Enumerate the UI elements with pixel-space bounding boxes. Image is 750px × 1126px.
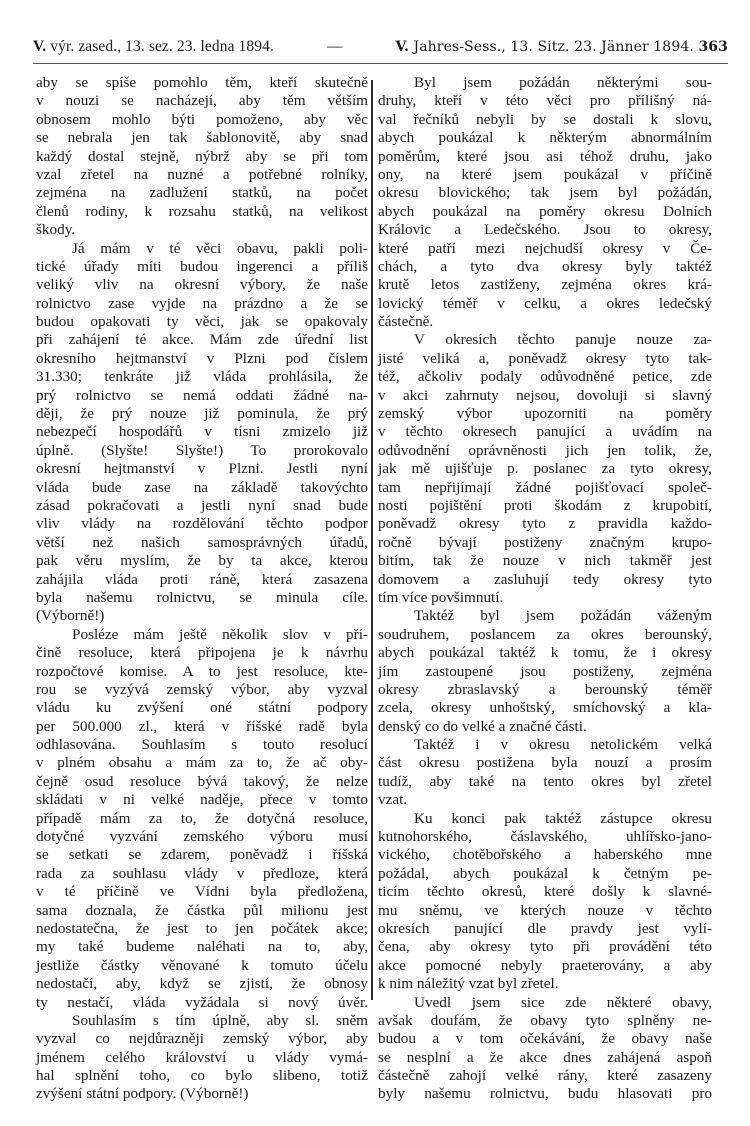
text-line: zvýšení státní podpory. (Výborně!) <box>36 1085 249 1103</box>
text-line: chách, a tyto dva okresy byly taktéž <box>378 257 712 275</box>
text-line: k nim náležitý vzat byl zřetel. <box>378 975 559 993</box>
text-line: nedostačí, aby, když se zjistí, že obnosy <box>36 975 368 993</box>
text-line: zásad pokračovati a jestli nyní snad bude <box>36 496 368 514</box>
text-line: v těchto okresech panující a uvádím na <box>378 423 712 441</box>
text-line: též, ačkoliv podaly odůvodněné petice, zde <box>378 368 712 386</box>
text-line: vzat. <box>378 791 408 809</box>
text-line: jím zastoupené jsou postiženy, zejména <box>378 662 712 680</box>
running-header <box>33 38 728 64</box>
text-line: zemský výbor upozorniti na poměry <box>378 405 712 423</box>
page-number: 363 <box>698 39 728 55</box>
text-line: rou se vyzývá zemský výbor, aby vyzval <box>36 680 368 698</box>
text-line: bitím, tak že nouze v nich takměř jest <box>378 552 712 570</box>
text-line: jestliže částky věnované k tomuto účelu <box>36 956 368 974</box>
text-line: nosti pojištění proti škodám z krupobití, <box>378 496 712 514</box>
text-line: lovický téměř v celku, a okres ledečský <box>378 294 712 312</box>
text-line: čena, aby okresy tyto při provádění této <box>378 938 712 956</box>
text-line: úplně. (Slyšte! Slyšte!) To prorokovalo <box>36 441 368 459</box>
text-line: Souhlasím s tím úplně, aby sl. sněm <box>72 1011 368 1029</box>
column-divider <box>371 80 373 1000</box>
text-line: se nesplní a že akce dnes zahájená aspoň <box>378 1048 712 1066</box>
text-line: částečně zahojí velké rány, které zasazeny <box>378 1067 712 1085</box>
text-line: byla našemu rolnictvu, se minula cíle. <box>36 588 368 606</box>
text-line: budou a v tom očekávání, že obavy naše <box>378 1030 712 1048</box>
text-line: (Výborně!) <box>36 607 105 625</box>
text-line: vyzval co nejdůrazněji zemský výbor, aby <box>36 1030 368 1048</box>
text-line: část okresu postižena byla nouzí a prosím <box>378 754 712 772</box>
text-line: jisté veliká a, poněvadž okresy tyto tak- <box>378 349 712 367</box>
header-czech-text: výr. zased., 13. sez. 23. ledna 1894. <box>50 38 274 55</box>
text-line: soudruhem, poslancem za okres berounský, <box>378 625 712 643</box>
text-line: dotyčné vyzvání zemského výboru musí <box>36 828 368 846</box>
text-line: se nebrala jen tak šablonovitě, aby snad <box>36 129 368 147</box>
text-line: v té příčině ve Vídni byla předložena, <box>36 883 368 901</box>
header-czech <box>33 38 274 56</box>
text-line: při zahájení té akce. Mám zde úřední list <box>36 331 368 349</box>
text-line: poněvadž okresy tyto z pravidla každo- <box>378 515 712 533</box>
text-line: tudíž, aby také na tento okres byl zřetel <box>378 772 712 790</box>
header-german-session: V. <box>395 39 409 55</box>
text-line: per 500.000 zl., která v říšské radě byla <box>36 717 368 735</box>
text-line: avšak doufám, že obavy tyto splněny ne- <box>378 1011 712 1029</box>
text-line: každý dostal stejně, nýbrž aby se při tom <box>36 147 368 165</box>
text-line: odhlasována. Souhlasím s touto resolucí <box>36 736 368 754</box>
text-line: nebezpečí hospodářů v tísni zmizelo již <box>36 423 368 441</box>
text-line: čejně osud resoluce bývá takový, že nelze <box>36 772 368 790</box>
text-line: vládu ku zvýšení oné státní podpory <box>36 699 368 717</box>
text-line: Uvedl jsem sice zde některé obavy, <box>414 993 712 1011</box>
text-line: okresích panující dle pravdy jest vylí- <box>378 919 712 937</box>
text-line: aby se spíše pomohlo těm, kteří skutečně <box>36 74 368 91</box>
text-line: okresu blovického; tak jsem byl požádán, <box>378 184 712 202</box>
text-line: v plném obsahu a mám za to, že ač oby- <box>36 754 368 772</box>
text-line: akce pomocné nebyly praeterovány, a aby <box>378 956 712 974</box>
text-line: které patří mezi nejchudší okresy v Če- <box>378 239 712 257</box>
text-line: vliv vlády na rozdělování těchto podpor <box>36 515 368 533</box>
text-line: zcela, okresy unhoštský, smíchovský a kla- <box>378 699 712 717</box>
text-line: případě mám za to, že dotyčná resoluce, <box>36 809 368 827</box>
right-column <box>378 74 712 1104</box>
text-line: druhy, kteří v této věci pro přílišný ná- <box>378 92 712 110</box>
text-line: v akci zahrnuty nejsou, dovoluji si slavný <box>378 386 712 404</box>
text-line: poměrům, které jsou asi téhož druhu, jako <box>378 147 712 165</box>
text-line: požádal, abych poukázal k četným pe- <box>378 864 712 882</box>
text-line: skládati v ni velké naděje, přece v tomto <box>36 791 368 809</box>
text-line: Byl jsem požádán některými sou- <box>414 74 712 91</box>
text-line: V okresích těchto panuje nouze za- <box>414 331 712 349</box>
text-line: okresní hejtmanství v Plzni. Jestli nyní <box>36 460 368 478</box>
text-line: odůvodnění oprávněnosti jich jen tolik, že, <box>378 441 712 459</box>
text-line: kutnohorského, čáslavského, uhlířsko-jano- <box>378 828 712 846</box>
text-line: ty nestačí, vláda vyžádala si nový úvěr. <box>36 993 368 1011</box>
text-line: ticím těchto okresů, které došly k slavné- <box>378 883 712 901</box>
text-line: se setkati se zdarem, poněvadž i říšská <box>36 846 368 864</box>
text-line: rada za souhlasu vlády v předloze, která <box>36 864 368 882</box>
text-line: pak věru myslím, že by ta akce, kterou <box>36 552 368 570</box>
text-line: nedostatečna, že jest to jen počátek akce; <box>36 919 368 937</box>
text-line: zejména na zadlužení statků, na počet <box>36 184 368 202</box>
text-line: ročně bývají postiženy značným krupo- <box>378 533 712 551</box>
text-line: ději, že prý nouze již pominula, že prý <box>36 405 368 423</box>
text-line: čině resoluce, která připojena je k návrhu <box>36 644 368 662</box>
text-line: ony, na které jsem poukázal v příčině <box>378 165 712 183</box>
text-line: abych poukázal na poměry okresu Dolních <box>378 202 712 220</box>
text-line: mu sněmu, ve kterých nouze v těchto <box>378 901 712 919</box>
text-line: 31.330; tenkráte již vláda prohlásila, že <box>36 368 368 386</box>
text-line: Já mám v té věci obavu, pakli poli- <box>72 239 368 257</box>
text-line: byly našemu rolnictvu, budu hlasovati pro <box>378 1085 712 1103</box>
text-line: škody. <box>36 221 76 239</box>
text-line: abych poukázal taktéž k tomu, že i okresy <box>378 644 712 662</box>
text-line: abych poukázal k některým abnormálním <box>378 129 712 147</box>
header-german-text: Jahres-Sess., 13. Sitz. 23. Jänner 1894. <box>413 39 694 55</box>
text-line: hal splnění toho, co bylo slibeno, totiž <box>36 1067 368 1085</box>
text-line: Posléze mám ještě několik slov v pří- <box>72 625 368 643</box>
text-line: tické úřady míti budou ingerenci a příliš <box>36 257 368 275</box>
text-line: v nouzi se nacházejí, aby těm větším <box>36 92 368 110</box>
text-line: my také budeme naléhati na to, aby, <box>36 938 368 956</box>
text-line: obnosem mohlo býti pomoženo, aby věc <box>36 110 368 128</box>
text-line: val řečníků nebyli by se dostali k slovu, <box>378 110 712 128</box>
text-line: Ku konci pak taktéž zástupce okresu <box>414 809 712 827</box>
text-line: sama doznala, že částka půl milionu jest <box>36 901 368 919</box>
text-line: jak mě ujišťuje p. poslanec za tyto okresy, <box>378 460 712 478</box>
text-line: zahájila vláda proti ráně, která zasazena <box>36 570 368 588</box>
header-czech-session: V. <box>33 38 47 55</box>
text-line: tam nepřijímají žádné pojišťovací společ- <box>378 478 712 496</box>
text-line: Královic a Ledečského. Jsou to okresy, <box>378 221 712 239</box>
text-line: částečně. <box>378 313 434 331</box>
header-german <box>395 39 728 55</box>
text-line: okresního hejtmanství v Plzni pod číslem <box>36 349 368 367</box>
text-line: domovem a zasluhují tedy okresy tyto <box>378 570 712 588</box>
text-line: prý rolnictvo se nemá oddati žádné na- <box>36 386 368 404</box>
left-column <box>36 74 368 1104</box>
text-line: rozpočtové komise. A to jest resoluce, kte- <box>36 662 368 680</box>
text-line: veliký vliv na okresní výbory, že naše <box>36 276 368 294</box>
text-line: okresy zbraslavský a berounský téměř <box>378 680 712 698</box>
text-line: Taktéž i v okresu netolickém velká <box>414 736 712 754</box>
text-line: jménem celého království u vlády vymá- <box>36 1048 368 1066</box>
text-line: tím více povšimnutí. <box>378 588 504 606</box>
text-line: krutě letos zastiženy, zejména okres krá- <box>378 276 712 294</box>
text-line: vláda bude zase na základě takovýchto <box>36 478 368 496</box>
text-line: rolnictvo zase vyjde na prázdno a že se <box>36 294 368 312</box>
text-line: Taktéž byl jsem požádán váženým <box>414 607 712 625</box>
text-line: vického, chotěbořského a haberského mne <box>378 846 712 864</box>
text-line: budou opakovati ty věci, jak se opakovaly <box>36 313 368 331</box>
text-line: větší než našich samosprávných úřadů, <box>36 533 368 551</box>
header-dash: — <box>326 38 343 55</box>
text-line: vzal zřetel na nuzné a potřebné rolníky, <box>36 165 368 183</box>
text-line: členů rodiny, k rozsahu statků, na velikost <box>36 202 368 220</box>
text-line: denský co do velké a značné části. <box>378 717 587 735</box>
